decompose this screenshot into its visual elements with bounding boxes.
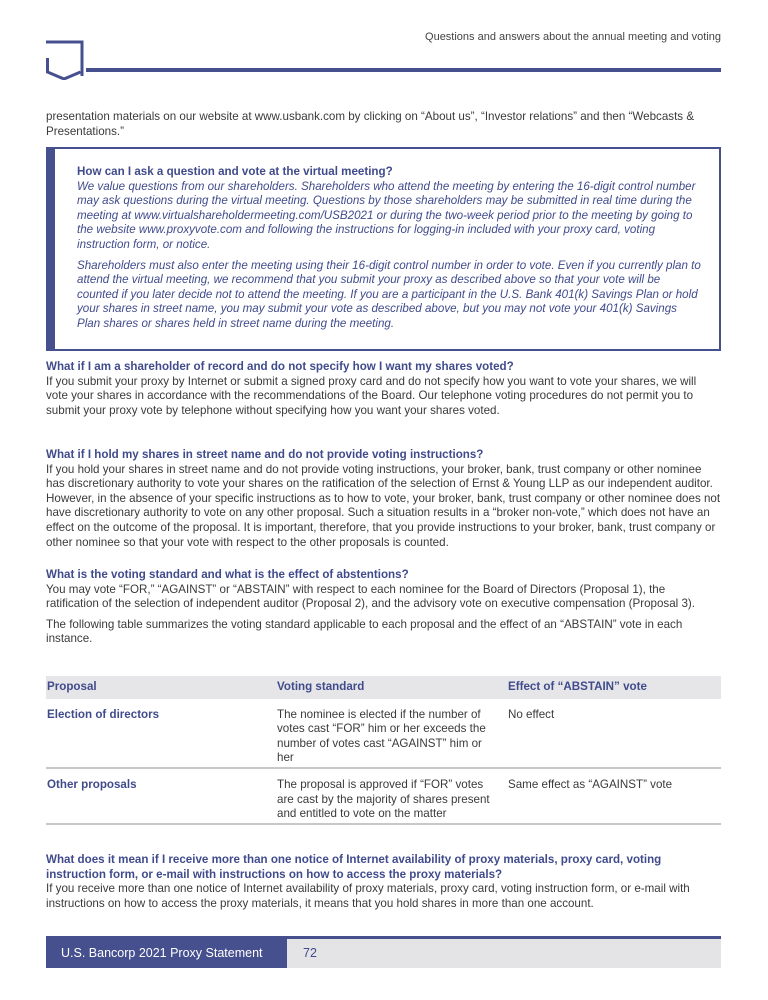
callout-paragraph: We value questions from our shareholders. Shareholders who attend the meeting by entering the 16-digit control number may ask questions during the virtual meeting. Questions by those shareholders may be submitted in real time during the meeting at www.virtualshareholdermeeting.com/USB2021 or during the two-week period prior to the meeting by going to the website www.proxyvote.com and following the instructions for logging-in included with your proxy card, voting instruction form, or notice.: [77, 179, 696, 251]
standard-cell: The nominee is elected if the number of votes cast “FOR” him or her exceeds the number of votes cast “AGAINST” him or her: [276, 699, 507, 768]
answer-text: If you hold your shares in street name and do not provide voting instructions, your broker, bank, trust company or other nominee has discretionary authority to vote your shares on the ratification of the selection of Ernst & Young LLP as our independent auditor. However, in the absence of your specific instructions as to how to vote, your broker, bank, trust company or other nominee does not have discretionary authority to vote on any other proposal. Such a situation results in a “broker non-vote,” which does not have an effect on the outcome of the proposal. It is important, therefore, that you provide instructions to your broker, bank, trust company or other nominee so that your vote with respect to the other proposals is counted.: [46, 462, 721, 549]
question-heading: What if I am a shareholder of record and do not specify how I want my shares voted?: [46, 360, 514, 373]
standard-cell: The proposal is approved if “FOR” votes are cast by the majority of shares present and entitled to vote on the matter: [276, 768, 507, 824]
question-heading: What does it mean if I receive more than one notice of Internet availability of proxy materials, proxy card, voting instruction form, or e-mail with instructions on how to access the proxy materials?: [46, 853, 662, 881]
page-footer: [46, 936, 721, 968]
column-header: Voting standard: [276, 676, 507, 699]
section-title: Questions and answers about the annual meeting and voting: [425, 31, 721, 43]
answer-text: The following table summarizes the voting standard applicable to each proposal and the effect of an “ABSTAIN” vote in each instance.: [46, 617, 683, 646]
answer-text: If you submit your proxy by Internet or submit a signed proxy card and do not specify how you want to vote your shares, we will vote your shares in accordance with the recommendations of the Board. Our telephone voting procedures do not permit you to submit your proxy vote by telephone without specifying how you want your shares voted.: [46, 374, 697, 417]
callout-heading: How can I ask a question and vote at the virtual meeting?: [77, 165, 393, 178]
callout-paragraph: Shareholders must also enter the meeting using their 16-digit control number in order to vote. Even if you currently plan to attend the virtual meeting, we recommend that you submit your proxy as described above so that your vote will be counted if you later decide not to attend the meeting. If you are a participant in the U.S. Bank 401(k) Savings Plan or hold your shares in street name, you may submit your vote as described above, but you may not vote your 401(k) Savings Plan shares or shares held in street name during the meeting.: [77, 258, 701, 330]
effect-cell: Same effect as “AGAINST” vote: [507, 768, 721, 824]
qa-section: [46, 360, 721, 418]
table-header-row: [46, 676, 721, 699]
page-number: 72: [303, 946, 317, 960]
header-rule: [86, 68, 721, 72]
column-header: Proposal: [46, 676, 276, 699]
proposal-cell: Election of directors: [46, 699, 276, 768]
qa-section: [46, 568, 721, 647]
callout-box: [46, 147, 721, 351]
effect-cell: No effect: [507, 699, 721, 768]
proposal-cell: Other proposals: [46, 768, 276, 824]
qa-section: [46, 853, 721, 911]
table-row: [46, 768, 721, 824]
table-row: [46, 699, 721, 768]
question-heading: What is the voting standard and what is the effect of abstentions?: [46, 568, 409, 581]
intro-paragraph: presentation materials on our website at www.usbank.com by clicking on “About us”, “Investor relations” and then “Webcasts & Presentations.”: [46, 110, 695, 138]
answer-text: If you receive more than one notice of Internet availability of proxy materials, proxy card, voting instruction form, or e-mail with instructions on how to access the proxy materials, it means that you hold shares in more than one account.: [46, 882, 690, 910]
question-heading: What if I hold my shares in street name and do not provide voting instructions?: [46, 448, 484, 461]
document-name: U.S. Bancorp 2021 Proxy Statement: [46, 939, 287, 968]
qa-section: [46, 448, 721, 550]
answer-text: You may vote “FOR,” “AGAINST” or “ABSTAIN” with respect to each nominee for the Board of Directors (Proposal 1), the ratification of the selection of independent auditor (Proposal 2), and the advisory vote on executive compensation (Proposal 3).: [46, 582, 695, 611]
voting-standard-table: [46, 676, 721, 825]
column-header: Effect of “ABSTAIN” vote: [507, 676, 721, 699]
logo-icon: [44, 38, 88, 80]
